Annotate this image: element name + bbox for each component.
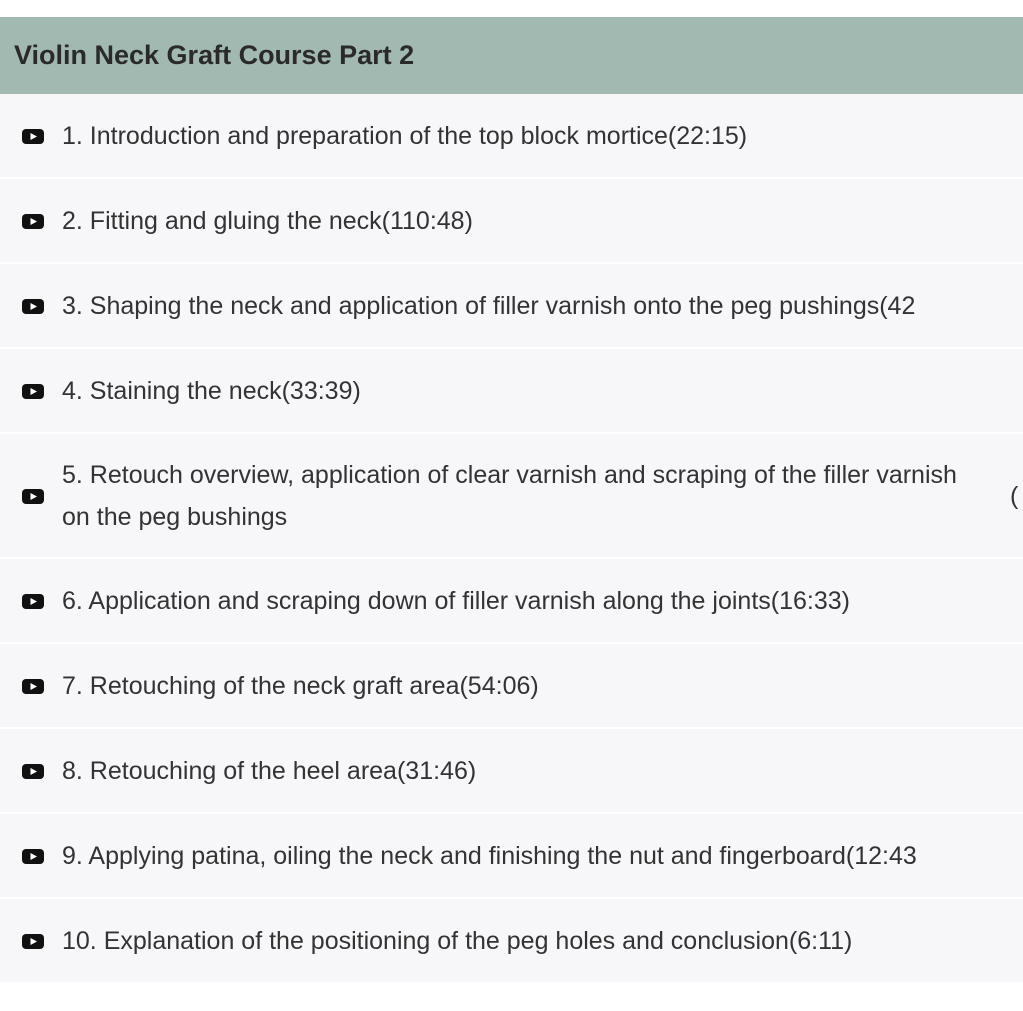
lesson-item-6[interactable] — [0, 559, 1023, 644]
lesson-title: 7. Retouching of the neck graft area — [62, 671, 460, 700]
lesson-item-4[interactable] — [0, 349, 1023, 434]
lesson-item-5[interactable] — [0, 434, 1023, 559]
lesson-item-7[interactable] — [0, 644, 1023, 729]
course-title: Violin Neck Graft Course Part 2 — [14, 40, 415, 70]
lesson-duration: (54:06) — [459, 671, 539, 700]
lesson-duration: (6:11) — [788, 926, 853, 955]
lesson-title: 3. Shaping the neck and application of filler varnish onto the peg pushings — [62, 291, 880, 320]
lesson-duration: (42 — [879, 291, 916, 320]
lesson-duration: (110:48) — [381, 206, 473, 235]
lesson-duration: (16:33) — [770, 586, 850, 615]
course-panel — [0, 17, 1023, 984]
lesson-title: 6. Application and scraping down of filler varnish along the joints — [62, 586, 771, 615]
lesson-text — [62, 264, 915, 347]
video-play-icon — [22, 849, 44, 864]
video-play-icon — [22, 594, 44, 609]
lesson-title: 4. Staining the neck — [62, 376, 282, 405]
lesson-item-8[interactable] — [0, 729, 1023, 814]
lesson-title: 5. Retouch overview, application of clear varnish and scraping of the filler varnish on the peg bushings — [62, 460, 957, 531]
course-header — [0, 17, 1023, 94]
lesson-text — [62, 349, 361, 432]
lesson-text — [62, 434, 977, 557]
video-play-icon — [22, 764, 44, 779]
lesson-list — [0, 94, 1023, 984]
lesson-title: 10. Explanation of the positioning of the peg holes and conclusion — [62, 926, 789, 955]
video-play-icon — [22, 129, 44, 144]
lesson-text — [62, 179, 473, 262]
lesson-text — [62, 559, 850, 642]
lesson-item-1[interactable] — [0, 94, 1023, 179]
lesson-title: 8. Retouching of the heel area — [62, 756, 397, 785]
video-play-icon — [22, 489, 44, 504]
lesson-text — [62, 94, 747, 177]
video-play-icon — [22, 384, 44, 399]
lesson-duration: ( — [1010, 481, 1019, 510]
lesson-text — [62, 729, 476, 812]
lesson-text — [62, 644, 539, 727]
lesson-text — [62, 899, 852, 982]
lesson-item-9[interactable] — [0, 814, 1023, 899]
video-play-icon — [22, 214, 44, 229]
lesson-item-2[interactable] — [0, 179, 1023, 264]
video-play-icon — [22, 934, 44, 949]
lesson-title: 1. Introduction and preparation of the top block mortice — [62, 121, 668, 150]
lesson-text — [62, 814, 917, 897]
lesson-item-10[interactable] — [0, 899, 1023, 984]
video-play-icon — [22, 299, 44, 314]
lesson-duration: (33:39) — [281, 376, 361, 405]
video-play-icon — [22, 679, 44, 694]
lesson-duration: (31:46) — [396, 756, 477, 785]
lesson-item-3[interactable] — [0, 264, 1023, 349]
lesson-title: 9. Applying patina, oiling the neck and finishing the nut and fingerboard — [62, 841, 846, 870]
lesson-duration: (22:15) — [667, 121, 748, 150]
lesson-title: 2. Fitting and gluing the neck — [62, 206, 382, 235]
lesson-duration: (12:43 — [845, 841, 917, 870]
